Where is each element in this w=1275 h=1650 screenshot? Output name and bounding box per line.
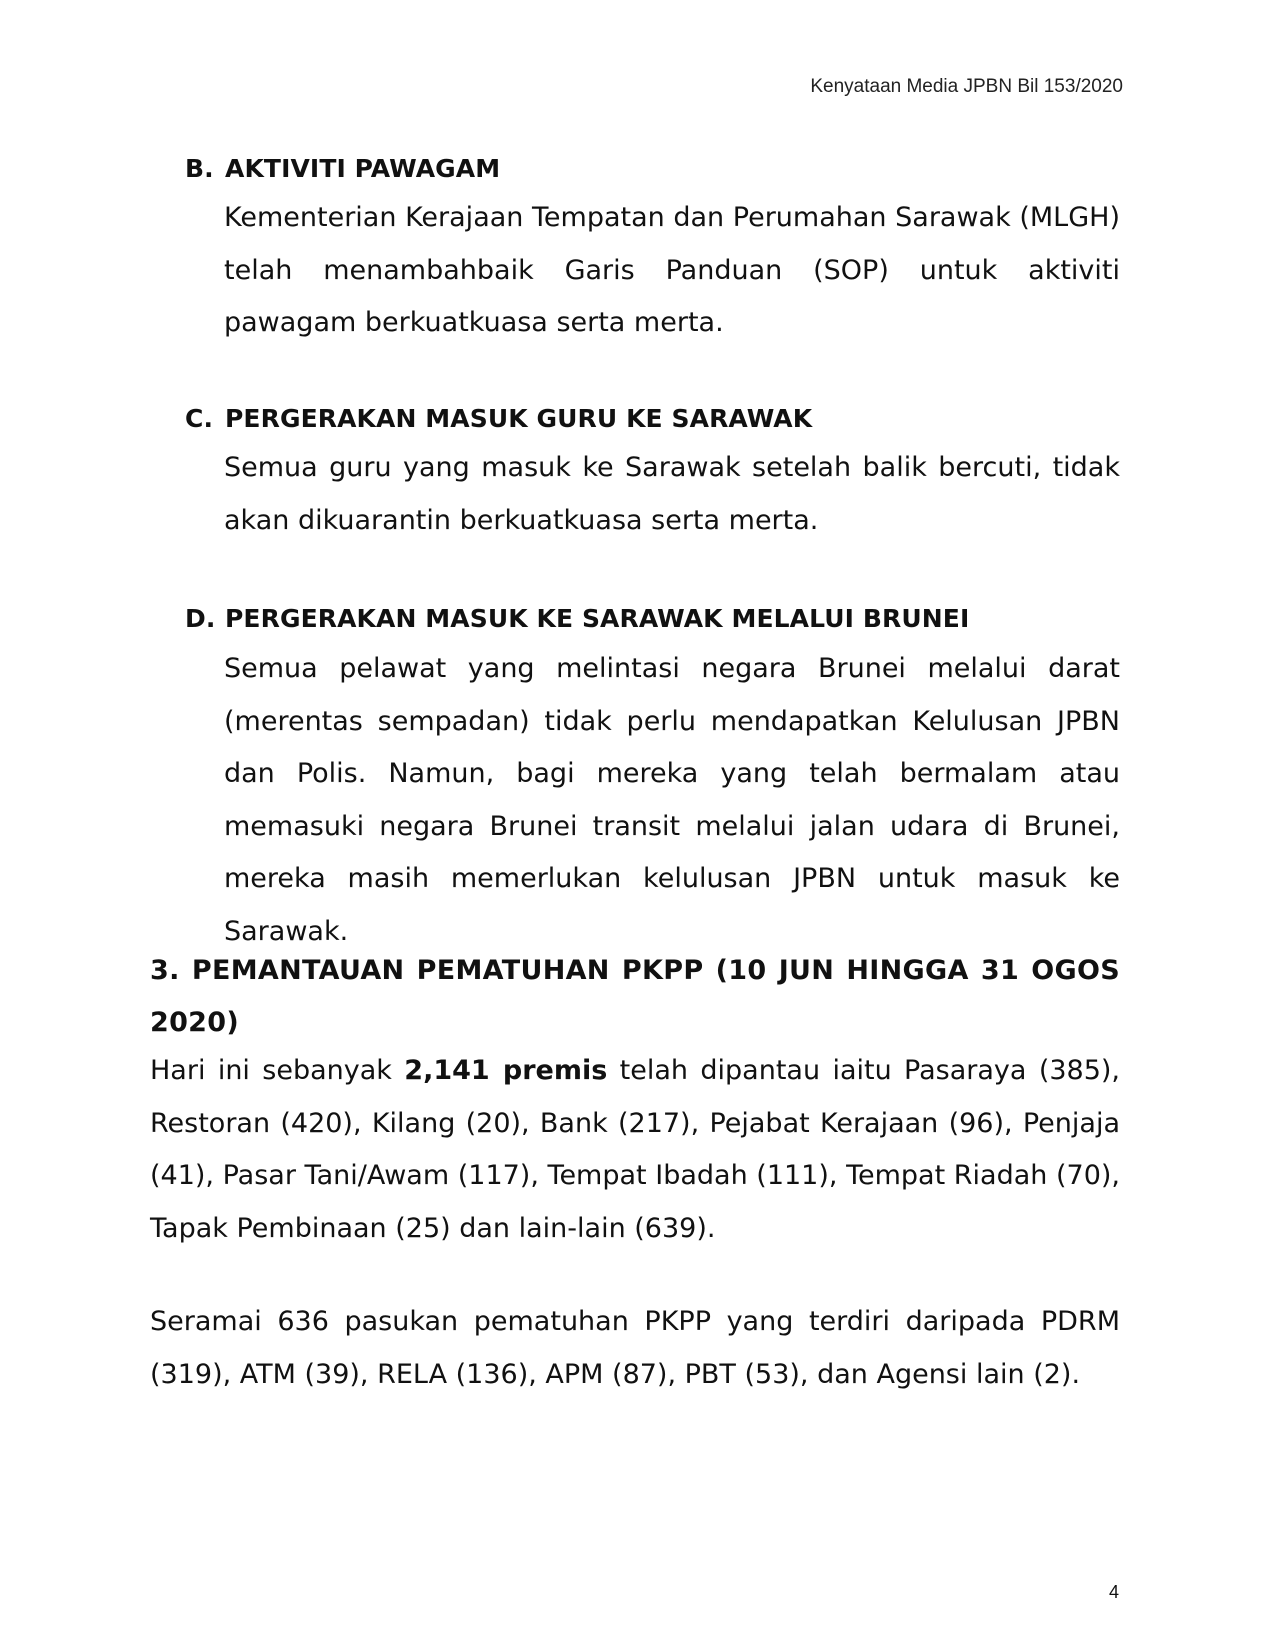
section-b-heading bbox=[185, 154, 500, 183]
premis-count: 2,141 premis bbox=[404, 1055, 608, 1086]
section-b-letter: B. bbox=[185, 154, 214, 183]
para1-before: Hari ini sebanyak bbox=[150, 1055, 405, 1086]
section-c-heading bbox=[185, 404, 812, 433]
section-d-letter: D. bbox=[185, 604, 216, 633]
document-header: Kenyataan Media JPBN Bil 153/2020 bbox=[810, 76, 1123, 97]
para1-after: telah dipantau iaitu Pasaraya (385), Restoran (420), Kilang (20), Bank (217), Pejabat Kerajaan (96), Penjaja (41), Pasar Tani/Awam (117), Tempat Ibadah (111), Tempat Riadah (70), Tapak Pembinaan (25) dan lain-lain (639). bbox=[150, 1055, 1121, 1244]
section-c-letter: C. bbox=[185, 404, 214, 433]
section-3-heading: 3. PEMANTAUAN PEMATUHAN PKPP (10 JUN HINGGA 31 OGOS 2020) bbox=[150, 955, 1120, 1038]
section-b-title: AKTIVITI PAWAGAM bbox=[225, 154, 501, 183]
section-c-body: Semua guru yang masuk ke Sarawak setelah balik bercuti, tidak akan dikuarantin berkuatkuasa serta merta. bbox=[224, 452, 1120, 536]
page-number: 4 bbox=[1108, 1582, 1119, 1602]
section-d-title: PERGERAKAN MASUK KE SARAWAK MELALUI BRUNEI bbox=[225, 604, 970, 633]
section-c-title: PERGERAKAN MASUK GURU KE SARAWAK bbox=[225, 404, 813, 433]
section-d-heading bbox=[185, 604, 969, 633]
section-3-paragraph-1 bbox=[150, 1045, 1120, 1255]
section-b-body: Kementerian Kerajaan Tempatan dan Perumahan Sarawak (MLGH) telah menambahbaik Garis Panduan (SOP) untuk aktiviti pawagam berkuatkuasa serta merta. bbox=[224, 202, 1120, 338]
section-d-body: Semua pelawat yang melintasi negara Brunei melalui darat (merentas sempadan) tidak perlu mendapatkan Kelulusan JPBN dan Polis. Namun, bagi mereka yang telah bermalam atau memasuki negara Brunei transit melalui jalan udara di Brunei, mereka masih memerlukan kelulusan JPBN untuk masuk ke Sarawak. bbox=[224, 653, 1120, 947]
section-3-paragraph-2: Seramai 636 pasukan pematuhan PKPP yang terdiri daripada PDRM (319), ATM (39), RELA (136), APM (87), PBT (53), dan Agensi lain (2). bbox=[150, 1306, 1120, 1390]
